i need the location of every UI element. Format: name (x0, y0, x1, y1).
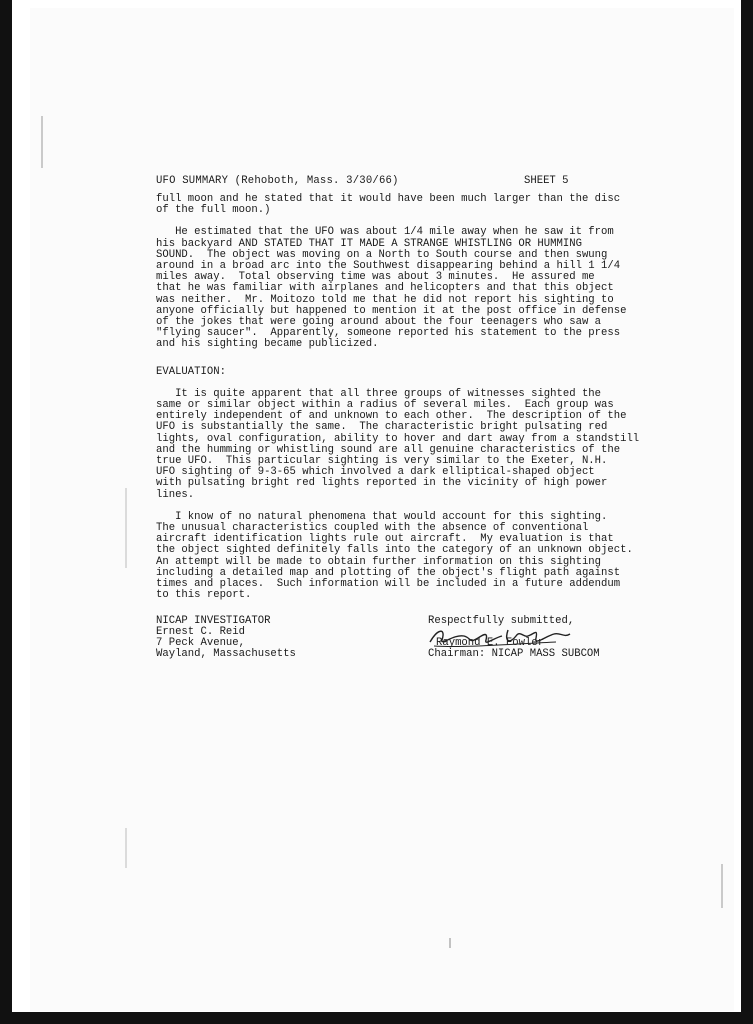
investigator-block (156, 616, 296, 661)
sheet-number: SHEET 5 (524, 175, 569, 187)
paragraph-continuation: full moon and he stated that it would have been much larger than the disc of the full moon.) (156, 193, 621, 217)
paragraph-witness-account: He estimated that the UFO was about 1/4 mile away when he saw it from his backyard AND STATED THAT IT MADE A STRANGE WHISTLING OR HUMMING SOUND. The object was moving on a North to South course and then swung around in a broad arc into the Southwest disappearing behind a hill 1 1/4 miles away. Total observing time was about 3 minutes. He assured me that he was familiar with airplanes and helicopters and that this object was neither. Mr. Moitozo told me that he did not report his sighting to anyone officially but happened to mention it at the post office in defense of the jokes that were going around about the four teenagers who saw a "flying saucer". Apparently, someone reported his statement to the press and his sighting became publicized. (156, 226, 627, 351)
scan-edge-right (741, 0, 753, 1024)
signature-block (156, 616, 716, 676)
handwritten-signature (424, 624, 574, 650)
evaluation-paragraph-1: It is quite apparent that all three groups of witnesses sighted the same or similar object within a radius of several miles. Each group was entirely independent of and unknown to each other. The description of the UFO is substantially the same. The characteristic bright pulsating red lights, oval configuration, ability to hover and dart away from a standstill and the humming or whistling sound are all genuine characteristics of the true UFO. This particular sighting is very similar to the Exeter, N.H. UFO sighting of 9-3-65 which involved a dark elliptical-shaped object with pulsating bright red lights reported in the vicinity of high power lines. (156, 387, 640, 501)
closing-text: Respectfully submitted, (428, 614, 575, 627)
submitter-name: Raymond E. Fowler (436, 636, 545, 649)
summary-sheet (156, 172, 716, 676)
evaluation-heading: EVALUATION: (156, 365, 226, 378)
investigator-role: NICAP INVESTIGATOR (156, 614, 271, 627)
investigator-city: Wayland, Massachusetts (156, 648, 296, 661)
sheet-header (156, 172, 716, 194)
scan-edge-left (0, 0, 12, 1024)
sheet-title: UFO SUMMARY (Rehoboth, Mass. 3/30/66) (156, 175, 399, 187)
evaluation-paragraph-2: I know of no natural phenomena that would account for this sighting. The unusual characteristics coupled with the absence of conventional aircraft identification lights rule out aircraft. My evaluation is that the object sighted definitely falls into the category of an unknown object. An attempt will be made to obtain further information on this sighting including a detailed map and plotting of the object's flight path against times and places. Such information will be included in a future addendum to this report. (156, 510, 633, 602)
investigator-street: 7 Peck Avenue, (156, 636, 246, 649)
investigator-name: Ernest C. Reid (156, 625, 246, 638)
submitter-title: Chairman: NICAP MASS SUBCOM (428, 647, 600, 660)
scan-edge-bottom (0, 1012, 753, 1024)
